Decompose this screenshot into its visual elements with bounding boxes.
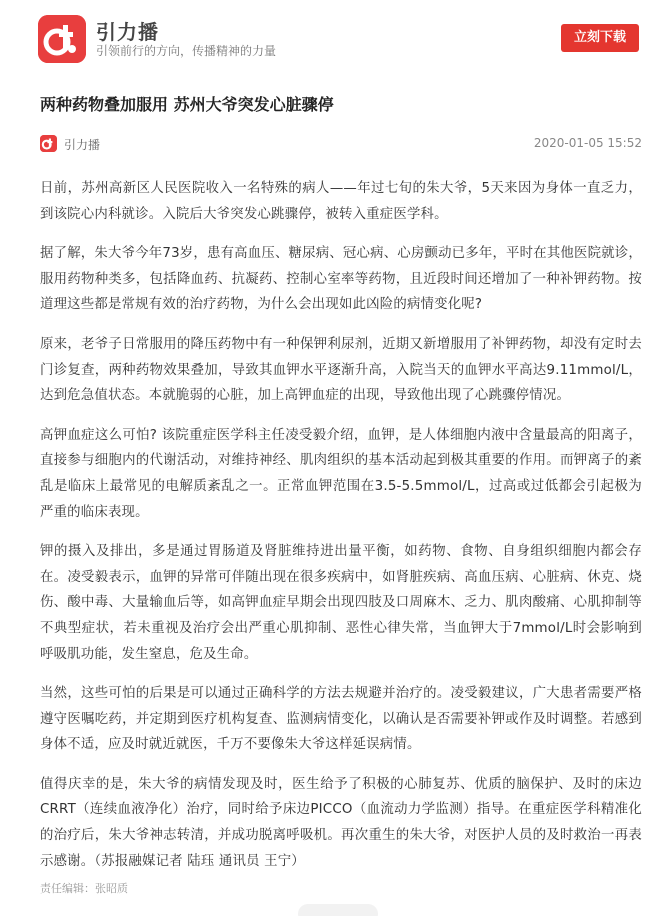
article-paragraph: 值得庆幸的是，朱大爷的病情发现及时，医生给予了积极的心肺复苏、优质的脑保护、及时的床边CRRT（连续血液净化）治疗，同时给予床边PICCO（血流动力学监测）指导。在重症医学科精准化的治疗后，朱大爷神志转清，并成功脱离呼吸机。再次重生的朱大爷，对医护人员的及时救治一再表示感谢。（苏报融媒记者 陆珏 通讯员 王宁）	[40, 776, 642, 869]
article-paragraph: 当然，这些可怕的后果是可以通过正确科学的方法去规避并治疗的。凌受毅建议，广大患者需要严格遵守医嘱吃药，并定期到医疗机构复查、监测病情变化，以确认是否需要补钾或作及时调整。若感到身体不适，应及时就近就医，千万不要像朱大爷这样延误病情。	[40, 686, 642, 753]
responsible-editor: 责任编辑：张昭质	[40, 882, 128, 895]
article-author[interactable]: 引力播	[64, 138, 101, 152]
brand-slogan: 引领前行的方向，传播精神的力量	[96, 44, 277, 58]
article-paragraph: 原来，老爷子日常服用的降压药物中有一种保钾利尿剂，近期又新增服用了补钾药物，却没有定时去门诊复查，两种药物效果叠加，导致其血钾水平逐渐升高，入院当天的血钾水平高达9.11mmol/L，达到危急值状态。本就脆弱的心脏，加上高钾血症的出现，导致他出现了心跳骤停情况。	[40, 336, 642, 404]
article-paragraph: 钾的摄入及排出，多是通过胃肠道及肾脏维持进出量平衡，如药物、食物、自身组织细胞内都会存在。凌受毅表示，血钾的异常可伴随出现在很多疾病中，如肾脏疾病、高血压病、心脏病、休克、烧伤、酸中毒、大量输血后等，如高钾血症早期会出现四肢及口周麻木、乏力、肌肉酸痛、心肌抑制等不典型症状，若未重视及治疗会出严重心肌抑制、恶性心律失常，当血钾大于7mmol/L时会影响到呼吸肌功能，发生窒息，危及生命。	[40, 544, 642, 662]
article-date: 2020-01-05 15:52	[533, 136, 642, 150]
yinlibo-logo-icon[interactable]	[38, 15, 86, 63]
article-title: 两种药物叠加服用 苏州大爷突发心脏骤停	[40, 95, 334, 114]
app-header	[0, 0, 672, 78]
brand-name: 引力播	[96, 20, 159, 44]
article-meta	[40, 134, 642, 154]
article-paragraph: 高钾血症这么可怕? 该院重症医学科主任凌受毅介绍，血钾，是人体细胞内液中含量最高的阳离子，直接参与细胞内的代谢活动，对维持神经、肌肉组织的基本活动起到极其重要的作用。而钾离子的紊乱是临床上最常见的电解质紊乱之一。正常血钾范围在3.5-5.5mmol/L，过高或过低都会引起极为严重的临床表现。	[40, 427, 642, 520]
article-paragraph: 据了解，朱大爷今年73岁，患有高血压、糖尿病、冠心病、心房颤动已多年，平时在其他医院就诊，服用药物种类多，包括降血药、抗凝药、控制心室率等药物，且近段时间还增加了一种补钾药物。按道理这些都是常规有效的治疗药物，为什么会出现如此凶险的病情变化呢?	[40, 246, 642, 313]
article-body	[40, 176, 642, 888]
author-avatar-icon[interactable]	[40, 135, 57, 152]
article-paragraph: 日前，苏州高新区人民医院收入一名特殊的病人——年过七旬的朱大爷，5天来因为身体一直乏力，到该院心内科就诊。入院后大爷突发心跳骤停，被转入重症医学科。	[40, 181, 642, 222]
bottom-bar-handle	[298, 904, 378, 916]
download-app-button[interactable]: 立刻下载	[561, 24, 639, 52]
